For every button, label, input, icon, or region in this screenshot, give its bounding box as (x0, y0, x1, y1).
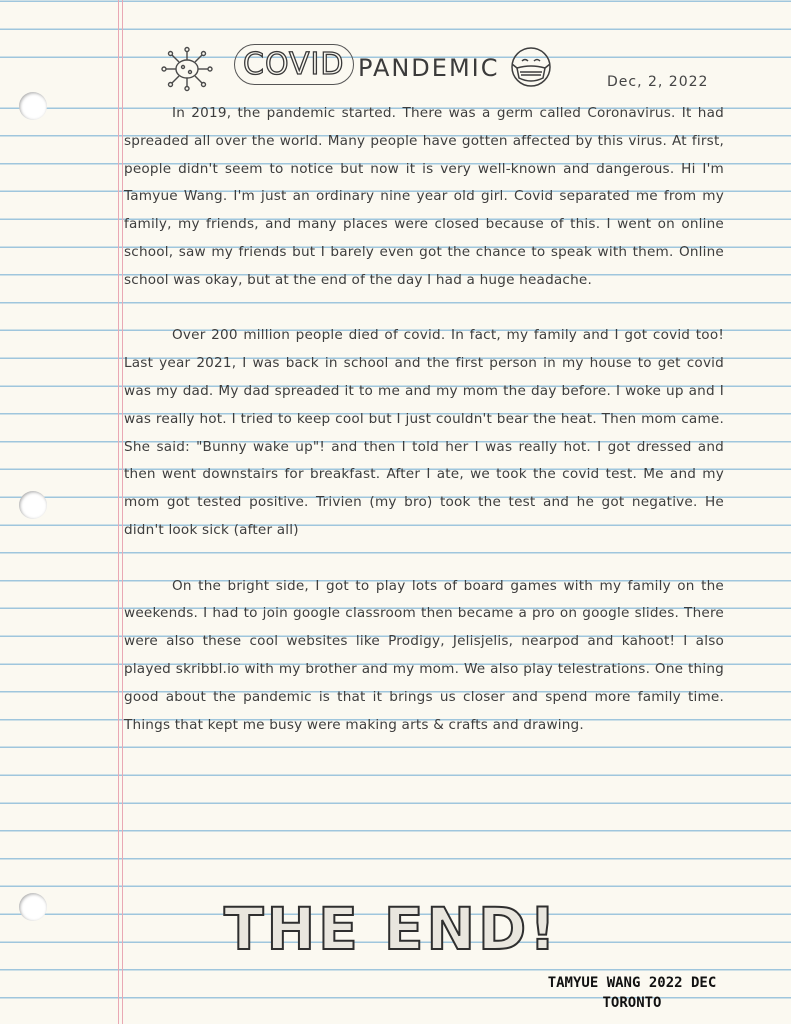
binder-hole (19, 491, 47, 519)
margin-line (118, 0, 119, 1024)
signature (487, 973, 777, 1013)
title-covid: COVID (234, 44, 354, 85)
signature-city: TORONTO (602, 995, 662, 1011)
masked-face-icon (508, 44, 554, 90)
date: Dec, 2, 2022 (607, 74, 709, 90)
paragraph: In 2019, the pandemic started. There was a germ called Coronavirus. It had spreaded all over the world. Many people have gotten affected by this virus. At first, people didn't seem to notice but now it is very well-known and dangerous. Hi I'm Tamyue Wang. I'm just an ordinary nine year old girl. Covid separated me from my family, my friends, and many places were closed because of this. I went on online school, saw my friends but I barely even got the chance to speak with them. Online school was okay, but at the end of the day I had a huge headache. (124, 105, 724, 288)
virus-icon (158, 46, 216, 92)
signature-name-date: TAMYUE WANG 2022 DEC (547, 975, 717, 991)
the-end-heading: THE END! (224, 895, 559, 963)
title-pandemic: PANDEMIC (358, 54, 500, 82)
binder-hole (19, 893, 47, 921)
paragraph: Over 200 million people died of covid. In fact, my family and I got covid too! Last year 2021, I was back in school and the first person in my house to get covid was my dad. My dad spreaded it to me and my mom the day before. I woke up and I was really hot. I tried to keep cool but I just couldn't bear the heat. Then mom came. She said: "Bunny wake up"! and then I told her I was really hot. I got dressed and then went downstairs for breakfast. After I ate, we took the covid test. Me and my mom got tested positive. Trivien (my bro) took the test and he got negative. He didn't look sick (after all) (124, 327, 724, 538)
essay-body (124, 100, 724, 739)
paragraph: On the bright side, I got to play lots of board games with my family on the weekends. I had to join google classroom then became a pro on google slides. There were also these cool websites like Prodigy, Jelisjelis, nearpod and kahoot! I also played skribbl.io with my brother and my mom. We also play telestrations. One thing good about the pandemic is that it brings us closer and spend more family time. Things that kept me busy were making arts & crafts and drawing. (124, 577, 724, 733)
binder-hole (19, 92, 47, 120)
margin-line (122, 0, 123, 1024)
